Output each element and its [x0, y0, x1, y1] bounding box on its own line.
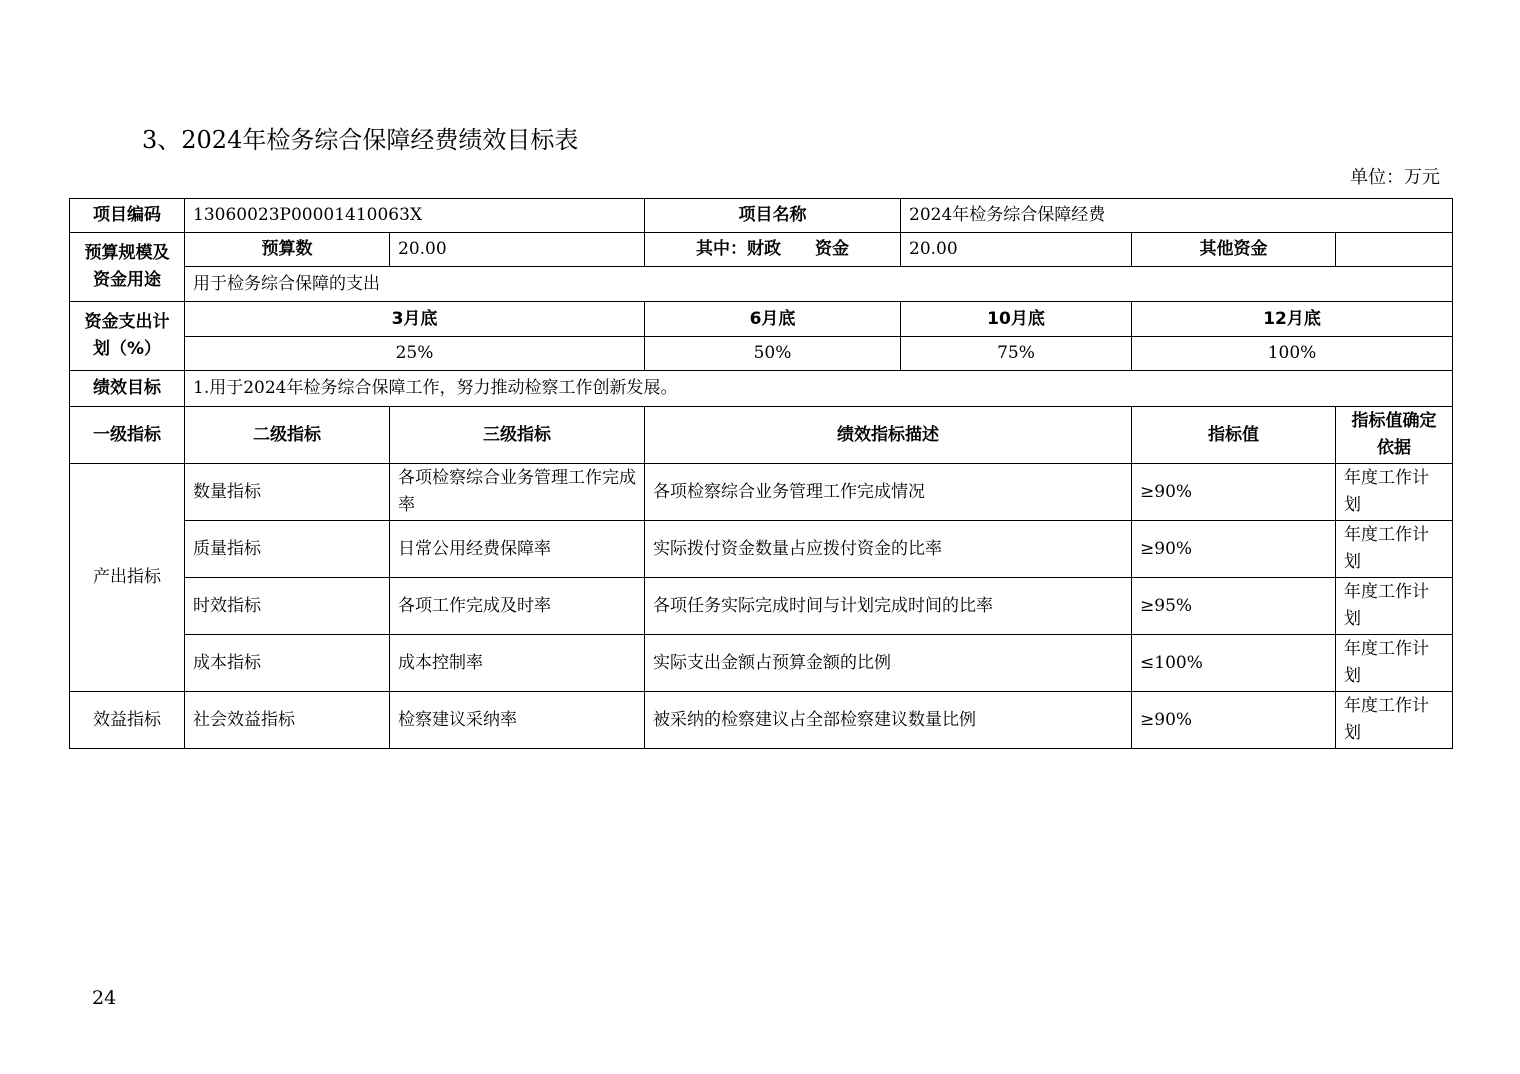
plan-value-jun: 50% — [645, 337, 901, 371]
header-basis: 指标值确定依据 — [1336, 407, 1453, 464]
table-row — [70, 464, 1453, 521]
fiscal-fund: 20.00 — [901, 233, 1132, 267]
basis-cell: 年度工作计划 — [1336, 692, 1453, 749]
unit-label: 单位：万元 — [1350, 167, 1440, 188]
performance-target-table — [69, 198, 1453, 749]
fiscal-fund-label: 其中：财政 资金 — [645, 233, 901, 267]
description-cell: 实际支出金额占预算金额的比例 — [645, 635, 1132, 692]
budget-label: 预算规模及资金用途 — [70, 233, 185, 302]
table-row — [70, 521, 1453, 578]
level3-cell: 成本控制率 — [390, 635, 645, 692]
table-row — [70, 233, 1453, 267]
level2-cell: 时效指标 — [185, 578, 390, 635]
level2-cell: 质量指标 — [185, 521, 390, 578]
level2-cell: 成本指标 — [185, 635, 390, 692]
table-row — [70, 267, 1453, 302]
header-level3: 三级指标 — [390, 407, 645, 464]
project-name-label: 项目名称 — [645, 199, 901, 233]
plan-value-mar: 25% — [185, 337, 645, 371]
other-fund-label: 其他资金 — [1132, 233, 1336, 267]
value-cell: ≥90% — [1132, 464, 1336, 521]
plan-period-dec: 12月底 — [1132, 302, 1453, 337]
header-level2: 二级指标 — [185, 407, 390, 464]
other-fund — [1336, 233, 1453, 267]
level3-cell: 各项工作完成及时率 — [390, 578, 645, 635]
description-cell: 实际拨付资金数量占应拨付资金的比率 — [645, 521, 1132, 578]
header-level1: 一级指标 — [70, 407, 185, 464]
level3-cell: 检察建议采纳率 — [390, 692, 645, 749]
indicator-header-row — [70, 407, 1453, 464]
basis-cell: 年度工作计划 — [1336, 635, 1453, 692]
value-cell: ≤100% — [1132, 635, 1336, 692]
plan-period-mar: 3月底 — [185, 302, 645, 337]
level3-cell: 日常公用经费保障率 — [390, 521, 645, 578]
plan-value-oct: 75% — [901, 337, 1132, 371]
header-description: 绩效指标描述 — [645, 407, 1132, 464]
spending-plan-label: 资金支出计划（%） — [70, 302, 185, 371]
header-value: 指标值 — [1132, 407, 1336, 464]
level3-cell: 各项检察综合业务管理工作完成率 — [390, 464, 645, 521]
description-cell: 各项检察综合业务管理工作完成情况 — [645, 464, 1132, 521]
level2-cell: 数量指标 — [185, 464, 390, 521]
page-number: 24 — [92, 987, 117, 1009]
level2-cell: 社会效益指标 — [185, 692, 390, 749]
basis-cell: 年度工作计划 — [1336, 578, 1453, 635]
table-row — [70, 371, 1453, 407]
table-row — [70, 302, 1453, 337]
budget-amount: 20.00 — [390, 233, 645, 267]
project-code-label: 项目编码 — [70, 199, 185, 233]
table-row — [70, 578, 1453, 635]
table-row — [70, 337, 1453, 371]
plan-period-jun: 6月底 — [645, 302, 901, 337]
value-cell: ≥95% — [1132, 578, 1336, 635]
description-cell: 各项任务实际完成时间与计划完成时间的比率 — [645, 578, 1132, 635]
plan-period-oct: 10月底 — [901, 302, 1132, 337]
table-row — [70, 199, 1453, 233]
basis-cell: 年度工作计划 — [1336, 464, 1453, 521]
project-code: 13060023P00001410063X — [185, 199, 645, 233]
basis-cell: 年度工作计划 — [1336, 521, 1453, 578]
value-cell: ≥90% — [1132, 521, 1336, 578]
level1-output: 产出指标 — [70, 464, 185, 692]
goal-label: 绩效目标 — [70, 371, 185, 407]
project-name: 2024年检务综合保障经费 — [901, 199, 1453, 233]
table-row — [70, 692, 1453, 749]
description-cell: 被采纳的检察建议占全部检察建议数量比例 — [645, 692, 1132, 749]
level1-benefit: 效益指标 — [70, 692, 185, 749]
plan-value-dec: 100% — [1132, 337, 1453, 371]
value-cell: ≥90% — [1132, 692, 1336, 749]
budget-usage: 用于检务综合保障的支出 — [185, 267, 1453, 302]
goal-text: 1.用于2024年检务综合保障工作，努力推动检察工作创新发展。 — [185, 371, 1453, 407]
table-row — [70, 635, 1453, 692]
budget-amount-label: 预算数 — [185, 233, 390, 267]
page-title: 3、2024年检务综合保障经费绩效目标表 — [142, 126, 579, 154]
